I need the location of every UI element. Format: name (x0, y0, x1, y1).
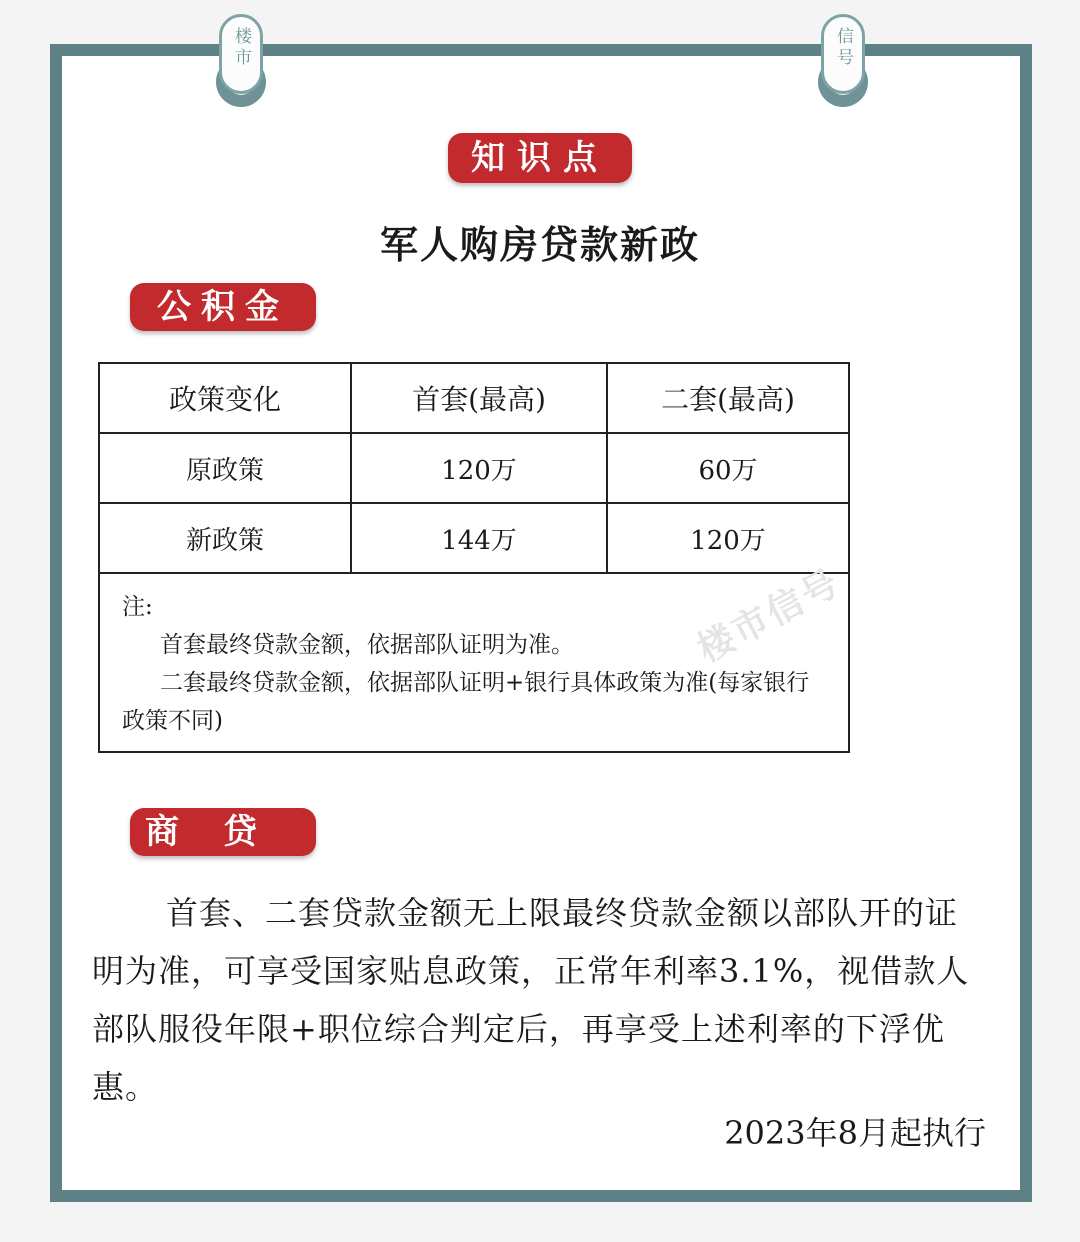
note-line-second-home: 二套最终贷款金额，依据部队证明+银行具体政策为准(每家银行政策不同) (122, 670, 810, 734)
watermark: 楼市信号 (690, 560, 848, 671)
notes-label: 注: (122, 594, 153, 620)
column-header: 首套(最高) (351, 363, 607, 433)
table-cell: 原政策 (99, 433, 351, 503)
effective-date: 2023年8月起执行 (724, 1114, 986, 1152)
column-header: 政策变化 (99, 363, 351, 433)
column-header: 二套(最高) (607, 363, 849, 433)
policy-table (98, 362, 850, 574)
table-cell: 60万 (607, 433, 849, 503)
page-title: 军人购房贷款新政 (379, 222, 700, 267)
table-cell: 120万 (351, 433, 607, 503)
table-cell: 120万 (607, 503, 849, 573)
table-row (99, 433, 849, 503)
section-badge-housing-fund: 公积金 (130, 283, 316, 331)
note-line-first-home: 首套最终贷款金额，依据部队证明为准。 (160, 632, 574, 658)
loan-text: 首套、二套贷款金额无上限最终贷款金额以部队开的证明为准，可享受国家贴息政策，正常年利率3.1%，视借款人部队服役年限+职位综合判定后，再享受上述利率的下浮优惠。 (92, 894, 970, 1106)
hanger-right-label: 信号 (833, 27, 853, 69)
commercial-loan-paragraph (92, 884, 972, 1116)
section-badge-commercial-loan: 商贷 (130, 808, 316, 856)
table-cell: 新政策 (99, 503, 351, 573)
hanger-right (821, 14, 865, 94)
hanger-left (219, 14, 263, 94)
hanger-left-label: 楼市 (231, 27, 251, 69)
table-cell: 144万 (351, 503, 607, 573)
knowledge-badge: 知识点 (448, 133, 632, 183)
table-row (99, 503, 849, 573)
table-header-row (99, 363, 849, 433)
